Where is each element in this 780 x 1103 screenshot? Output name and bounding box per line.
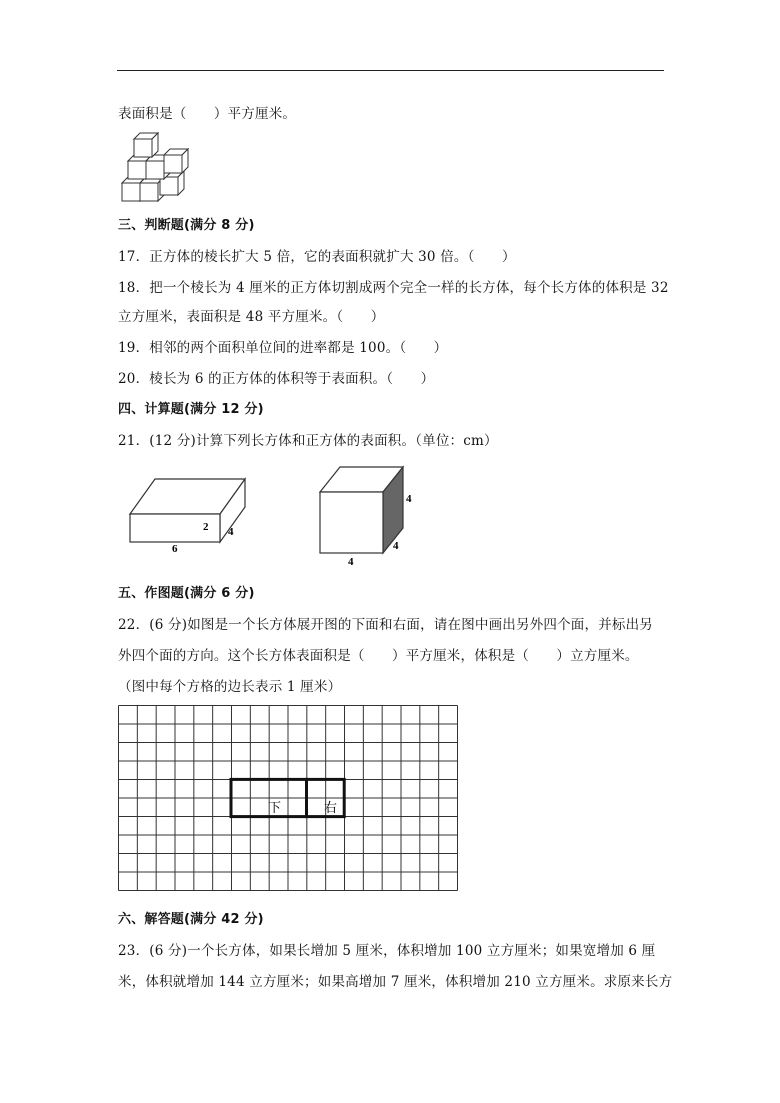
stacked-cubes-figure <box>120 133 192 201</box>
surface-area-question-tail: 表面积是（ ）平方厘米。 <box>118 106 297 122</box>
cube-edge-label-right-bottom: 4 <box>393 540 399 552</box>
cube <box>134 133 158 157</box>
header-rule <box>117 70 664 71</box>
bottom-face-label: 下 <box>268 801 282 816</box>
section-6-heading: 六、解答题(满分 42 分) <box>118 912 264 927</box>
cube <box>164 149 188 173</box>
section-5-heading: 五、作图题(满分 6 分) <box>118 586 255 601</box>
question-19: 19．相邻的两个面积单位间的进率都是 100。（ ） <box>118 340 448 356</box>
cube-figure <box>315 465 415 568</box>
question-22-line2: 外四个面的方向。这个长方体表面积是（ ）平方厘米，体积是（ ）立方厘米。 <box>118 648 639 664</box>
square-grid <box>118 705 458 891</box>
section-3-heading: 三、判断题(满分 8 分) <box>118 218 255 233</box>
question-17: 17．正方体的棱长扩大 5 倍，它的表面积就扩大 30 倍。（ ） <box>118 249 516 265</box>
question-23-line2: 米，体积就增加 144 立方厘米；如果高增加 7 厘米，体积增加 210 立方厘米。求原来长方 <box>118 974 673 990</box>
cube-edge-label-right-top: 4 <box>406 493 412 505</box>
question-22-line1: 22．(6 分)如图是一个长方体展开图的下面和右面，请在图中画出另外四个面，并标出另 <box>118 617 653 633</box>
question-20: 20．棱长为 6 的正方体的体积等于表面积。（ ） <box>118 371 435 387</box>
question-21: 21．(12 分)计算下列长方体和正方体的表面积。（单位：cm） <box>118 433 498 449</box>
right-face-label: 右 <box>324 801 338 816</box>
question-18-line2: 立方厘米，表面积是 48 平方厘米。（ ） <box>118 309 385 325</box>
cuboid-length-label: 6 <box>172 543 178 555</box>
question-18-line1: 18．把一个棱长为 4 厘米的正方体切割成两个完全一样的长方体，每个长方体的体积是 32 <box>118 280 669 296</box>
cuboid-height-label: 2 <box>203 521 209 533</box>
question-22-note: （图中每个方格的边长表示 1 厘米） <box>118 679 342 695</box>
cuboid-width-label: 4 <box>228 526 234 538</box>
cuboid-figure <box>125 474 250 554</box>
cube-edge-label-bottom: 4 <box>348 556 354 568</box>
question-23-line1: 23．(6 分)一个长方体，如果长增加 5 厘米，体积增加 100 立方厘米；如果宽增加 6 厘 <box>118 943 656 959</box>
section-4-heading: 四、计算题(满分 12 分) <box>118 402 264 417</box>
